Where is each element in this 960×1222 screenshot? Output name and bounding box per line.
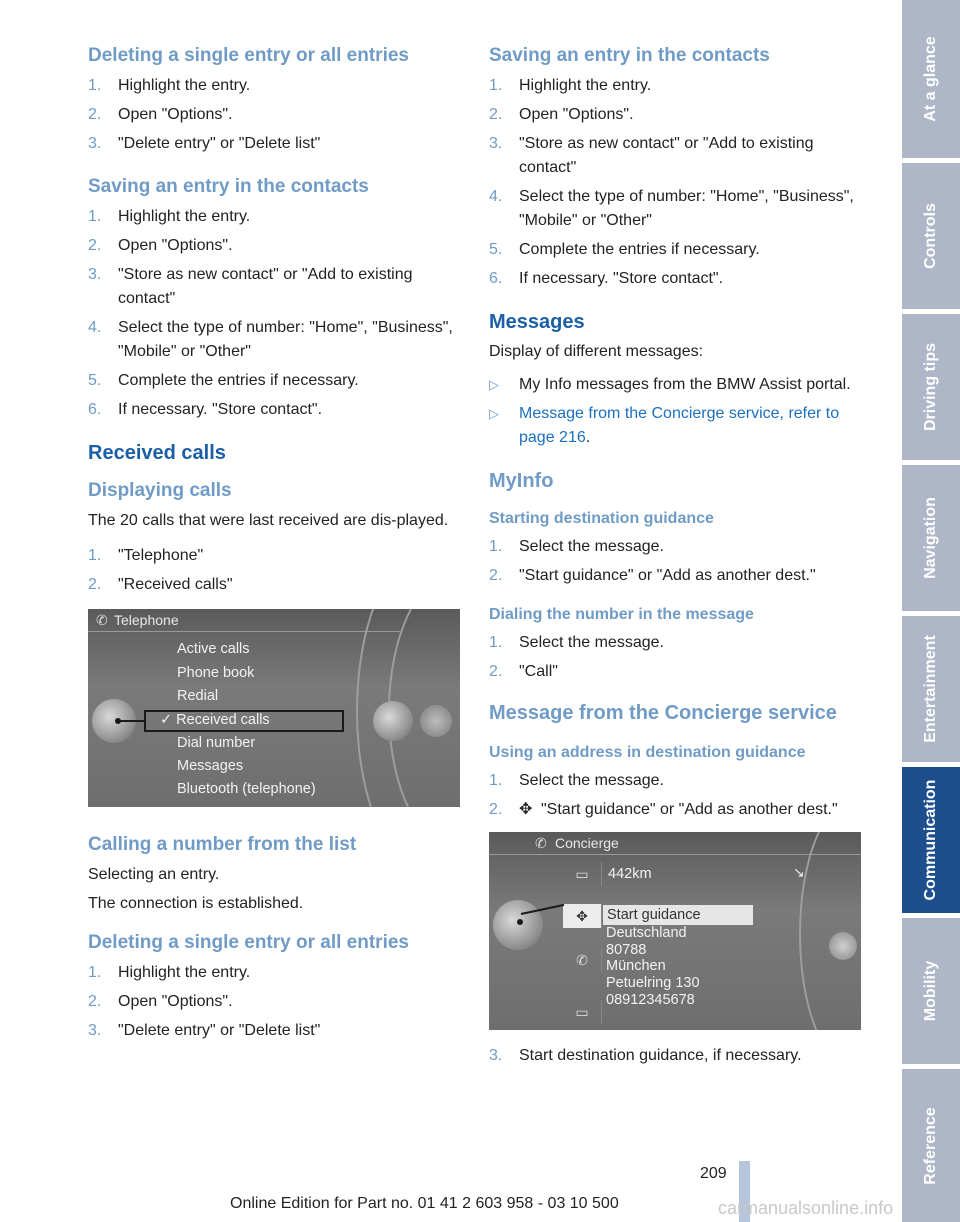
- tab-at-a-glance[interactable]: [902, 0, 960, 158]
- list-item: [88, 573, 460, 597]
- list-item: [489, 267, 861, 291]
- displaying-steps-list: [88, 544, 460, 597]
- step-text: Select the type of number: "Home", "Business", "Mobile" or "Other": [519, 188, 854, 229]
- list-item: [88, 103, 460, 127]
- step-number: 6.: [88, 401, 102, 418]
- list-item: [88, 398, 460, 422]
- step-text: Complete the entries if necessary.: [519, 241, 760, 258]
- menu-item-selected: ✓ Received calls: [160, 712, 270, 728]
- list-item: [489, 1044, 861, 1068]
- step-number: 5.: [88, 372, 102, 389]
- tab-driving-tips[interactable]: [902, 314, 960, 460]
- list-item: [489, 238, 861, 262]
- list-item: [489, 631, 861, 655]
- list-item: [88, 263, 460, 311]
- tab-label: Navigation: [922, 497, 939, 579]
- bullet-tail: .: [585, 429, 591, 446]
- list-item: [489, 660, 861, 684]
- heading-myinfo: MyInfo: [489, 470, 554, 492]
- step-number: 2.: [88, 576, 102, 593]
- step-number: 3.: [88, 1022, 102, 1039]
- step-text: Highlight the entry.: [519, 77, 652, 94]
- list-item: [88, 205, 460, 229]
- step-number: 1.: [88, 964, 102, 981]
- watermark: carmanualsonline.info: [718, 1198, 894, 1218]
- step-number: 2.: [88, 106, 102, 123]
- list-item: [88, 544, 460, 568]
- controller-knob-icon: [493, 900, 543, 950]
- heading-messages: Messages: [489, 311, 585, 333]
- heading-delete-entries-2: Deleting a single entry or all entries: [88, 932, 409, 953]
- step-text: "Start guidance" or "Add as another dest.": [541, 801, 838, 818]
- step-text: "Call": [519, 663, 558, 680]
- step-number: 4.: [489, 188, 503, 205]
- tab-label: Mobility: [922, 960, 939, 1022]
- heading-calling-number: Calling a number from the list: [88, 834, 357, 855]
- menu-item: Active calls: [177, 641, 250, 657]
- step-text: Highlight the entry.: [118, 208, 251, 225]
- book-icon: ▭: [563, 862, 602, 886]
- distance-value: 442km: [608, 866, 652, 882]
- step-text: Select the message.: [519, 634, 664, 651]
- step-number: 2.: [489, 663, 503, 680]
- step-number: 1.: [489, 772, 503, 789]
- saving-steps-list: [88, 205, 460, 422]
- step-text: Complete the entries if necessary.: [118, 372, 359, 389]
- tab-label: Controls: [922, 203, 939, 269]
- heading-displaying-calls: Displaying calls: [88, 480, 232, 501]
- tab-label: Entertainment: [922, 635, 939, 743]
- step-text: Select the type of number: "Home", "Business", "Mobile" or "Other": [118, 319, 453, 360]
- triangle-bullet-icon: ▷: [489, 377, 499, 392]
- displaying-text: The 20 calls that were last received are dis-played.: [88, 512, 449, 529]
- tab-label: At a glance: [922, 36, 939, 122]
- heading-saving-entry: Saving an entry in the contacts: [88, 176, 369, 197]
- list-item: [88, 234, 460, 258]
- step-number: 1.: [489, 538, 503, 555]
- step-number: 2.: [88, 993, 102, 1010]
- step-number: 3.: [489, 1047, 503, 1064]
- menu-item: Redial: [177, 688, 219, 704]
- step-number: 5.: [489, 241, 503, 258]
- menu-item: Dial number: [177, 735, 256, 751]
- list-item: [489, 74, 861, 98]
- menu-item: Bluetooth (telephone): [177, 781, 316, 797]
- menu-item: Messages: [177, 758, 244, 774]
- dialing-steps-list: [489, 631, 861, 684]
- step-text: Open "Options".: [118, 993, 233, 1010]
- step-number: 2.: [489, 801, 503, 818]
- chapter-sidebar: [902, 0, 960, 1222]
- guidance-flag-icon: ✥: [519, 801, 533, 818]
- delete-steps-list: [88, 74, 460, 156]
- messages-bullet-list: [489, 373, 861, 450]
- address-line: 80788: [606, 942, 647, 958]
- step-number: 2.: [88, 237, 102, 254]
- telephone-screen-image: [88, 609, 460, 807]
- list-item: [88, 132, 460, 156]
- option-dial-icon: [420, 705, 452, 737]
- pointer-dot: [517, 919, 523, 925]
- concierge-screen-image: [489, 832, 861, 1030]
- list-item: [88, 1019, 460, 1043]
- heading-using-address: Using an address in destination guidance: [489, 744, 806, 761]
- tab-reference[interactable]: [902, 1069, 960, 1222]
- starting-steps-list: [489, 535, 861, 588]
- list-item: [88, 74, 460, 98]
- step-text: "Delete entry" or "Delete list": [118, 1022, 321, 1039]
- list-item: [489, 103, 861, 127]
- add-destination-icon: ▭: [563, 1000, 602, 1024]
- step-text: "Store as new contact" or "Add to existing contact": [519, 135, 814, 176]
- settings-dial-icon: [373, 701, 413, 741]
- right-column: [489, 44, 861, 1073]
- online-edition-text: Online Edition for Part no. 01 41 2 603 958 - 03 10 500: [230, 1195, 619, 1212]
- step-number: 2.: [489, 567, 503, 584]
- list-item: [489, 564, 861, 588]
- step-text: "Store as new contact" or "Add to existing contact": [118, 266, 413, 307]
- list-item: [489, 132, 861, 180]
- list-item: [489, 402, 861, 450]
- heading-saving-entry: Saving an entry in the contacts: [489, 45, 770, 66]
- step-number: 2.: [489, 106, 503, 123]
- pointer-dot: [115, 718, 121, 724]
- calling-text-1: Selecting an entry.: [88, 866, 220, 883]
- calling-text-2: The connection is established.: [88, 895, 304, 912]
- tab-label: Communication: [922, 779, 939, 901]
- direction-arrow-icon: ↘: [793, 864, 805, 880]
- address-line: München: [606, 958, 666, 974]
- list-item: [88, 961, 460, 985]
- step-number: 1.: [88, 547, 102, 564]
- list-item: [489, 798, 861, 822]
- step-text: "Telephone": [118, 547, 204, 564]
- using-steps-list: [489, 769, 861, 822]
- step-text: Select the message.: [519, 772, 664, 789]
- step-text: Highlight the entry.: [118, 77, 251, 94]
- step-number: 3.: [88, 135, 102, 152]
- step-text: "Delete entry" or "Delete list": [118, 135, 321, 152]
- heading-starting-guidance: Starting destination guidance: [489, 510, 714, 527]
- list-item: [88, 990, 460, 1014]
- page-reference-link[interactable]: Message from the Concierge service, refer to page 216: [519, 405, 840, 446]
- selection-frame: [144, 710, 344, 732]
- list-item: [88, 316, 460, 364]
- arc-decoration: [799, 832, 861, 1030]
- heading-received-calls: Received calls: [88, 442, 226, 464]
- menu-item: Phone book: [177, 665, 255, 681]
- step-text: "Start guidance" or "Add as another dest.": [519, 567, 816, 584]
- step-number: 6.: [489, 270, 503, 287]
- list-item: [489, 769, 861, 793]
- step-text: If necessary. "Store contact".: [118, 401, 323, 418]
- step-text: Select the message.: [519, 538, 664, 555]
- step-number: 3.: [489, 135, 503, 152]
- tab-communication[interactable]: [902, 767, 960, 913]
- step-number: 1.: [489, 77, 503, 94]
- tab-navigation[interactable]: [902, 465, 960, 611]
- heading-delete-entries: Deleting a single entry or all entries: [88, 45, 409, 66]
- step-number: 1.: [88, 77, 102, 94]
- saving-steps-list: [489, 74, 861, 291]
- step-text: "Received calls": [118, 576, 233, 593]
- delete-steps-list-2: [88, 961, 460, 1043]
- list-item: [88, 369, 460, 393]
- tab-entertainment[interactable]: [902, 616, 960, 762]
- address-line: 08912345678: [606, 992, 695, 1008]
- tab-label: Reference: [922, 1106, 939, 1185]
- messages-intro: Display of different messages:: [489, 343, 704, 360]
- step-number: 1.: [88, 208, 102, 225]
- menu-item-selected: Start guidance: [603, 905, 753, 925]
- pointer-line: [118, 720, 146, 722]
- telephone-icon: ✆: [535, 835, 547, 851]
- step-number: 3.: [88, 266, 102, 283]
- phone-icon: ✆: [563, 948, 602, 972]
- heading-concierge-message: Message from the Concierge service: [489, 702, 837, 724]
- step-number: 4.: [88, 319, 102, 336]
- step-text: If necessary. "Store contact".: [519, 270, 724, 287]
- step-text: Start destination guidance, if necessary.: [519, 1047, 802, 1064]
- tab-mobility[interactable]: [902, 918, 960, 1064]
- using-steps-list-cont: [489, 1044, 861, 1068]
- address-line: Petuelring 130: [606, 975, 700, 991]
- screen-title: Concierge: [555, 835, 619, 851]
- step-text: Open "Options".: [118, 106, 233, 123]
- triangle-bullet-icon: ▷: [489, 406, 499, 421]
- telephone-icon: ✆: [96, 612, 108, 628]
- step-text: Open "Options".: [519, 106, 634, 123]
- list-item: [489, 535, 861, 559]
- tab-controls[interactable]: [902, 163, 960, 309]
- bullet-text: My Info messages from the BMW Assist portal.: [519, 376, 851, 393]
- step-text: Open "Options".: [118, 237, 233, 254]
- list-item: [489, 373, 861, 397]
- page-number: 209: [700, 1165, 727, 1182]
- left-column: [88, 44, 460, 1048]
- screen-title: Telephone: [114, 612, 179, 628]
- guidance-icon: ✥: [563, 904, 602, 928]
- list-item: [489, 185, 861, 233]
- step-number: 1.: [489, 634, 503, 651]
- step-text: Highlight the entry.: [118, 964, 251, 981]
- address-line: Deutschland: [606, 925, 687, 941]
- heading-dialing-number: Dialing the number in the message: [489, 606, 754, 623]
- tab-label: Driving tips: [922, 342, 939, 432]
